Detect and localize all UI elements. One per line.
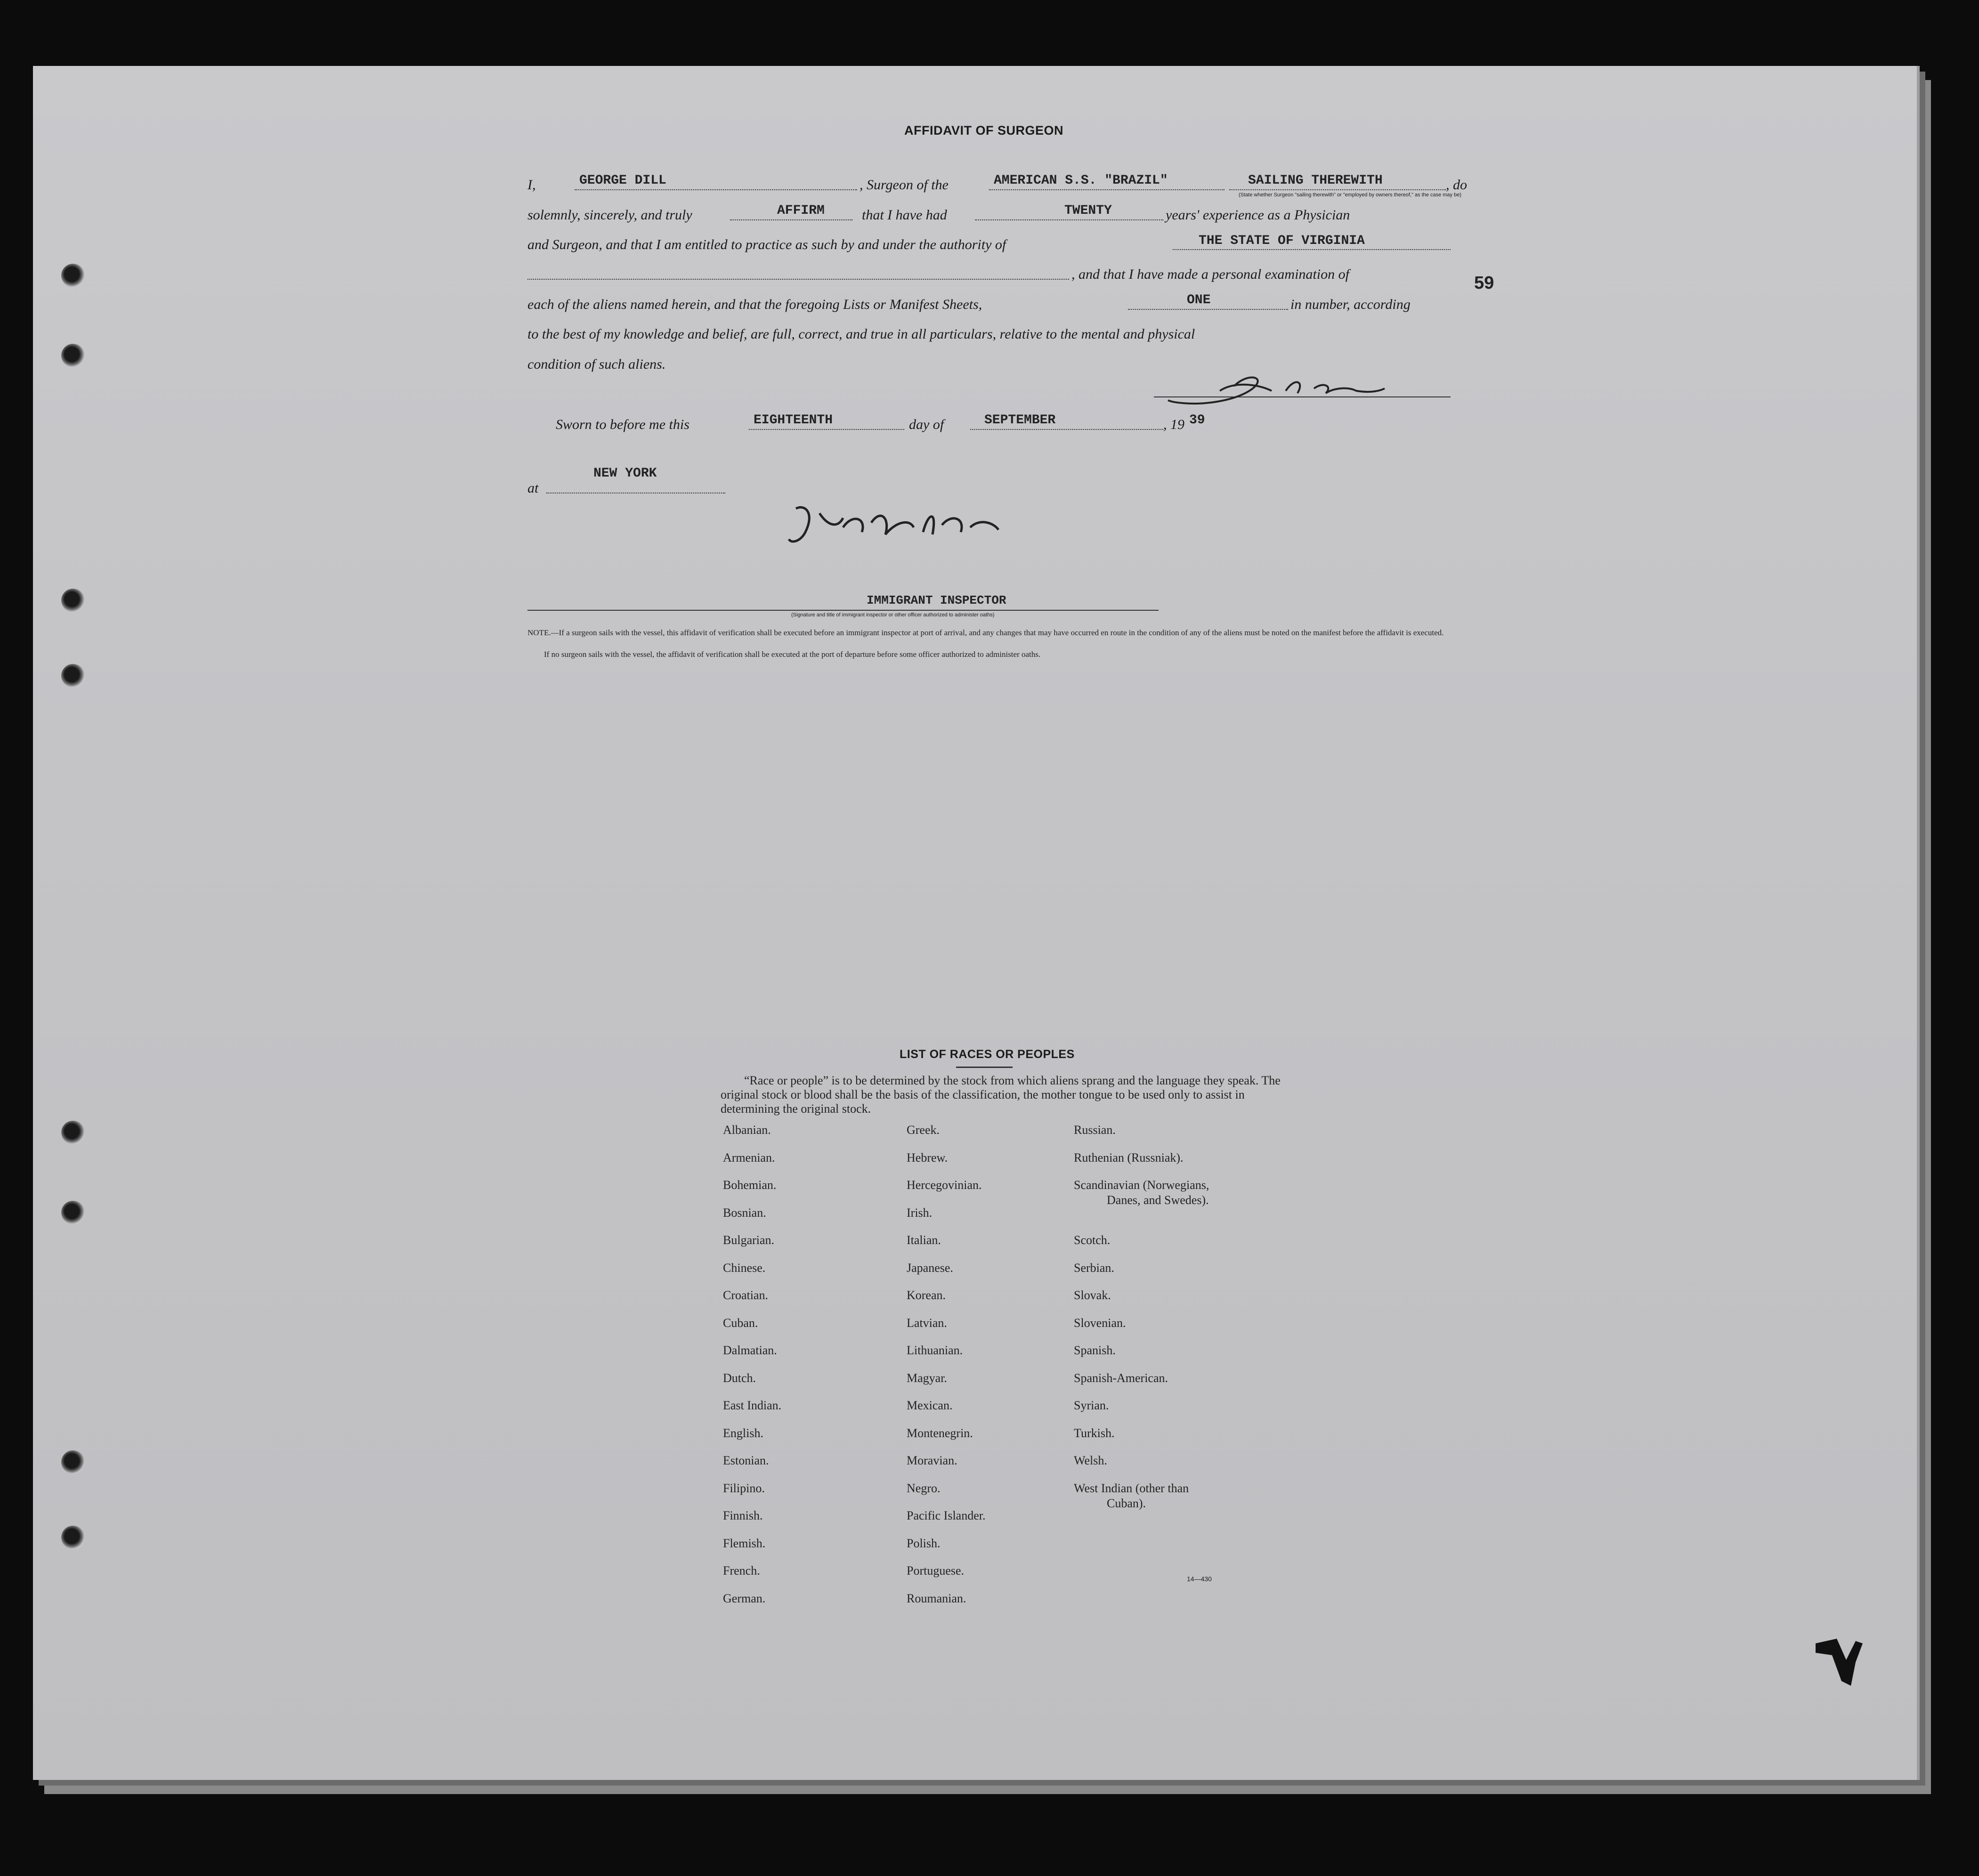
race-item: Cuban). bbox=[1107, 1496, 1146, 1510]
count-line bbox=[1128, 309, 1288, 310]
line2-suffix: years' experience as a Physician bbox=[1166, 207, 1350, 223]
sworn-place: NEW YORK bbox=[593, 466, 657, 481]
binder-hole bbox=[61, 1526, 85, 1549]
race-item: Hercegovinian. bbox=[907, 1178, 982, 1192]
line5-suffix: in number, according bbox=[1290, 297, 1411, 312]
line1-mid: , Surgeon of the bbox=[860, 177, 949, 193]
race-item: Italian. bbox=[907, 1233, 941, 1247]
binder-hole bbox=[61, 1201, 85, 1224]
race-item: Serbian. bbox=[1074, 1261, 1114, 1275]
race-item: French. bbox=[723, 1564, 760, 1577]
race-item: West Indian (other than bbox=[1074, 1481, 1189, 1495]
status-line bbox=[1229, 189, 1446, 190]
inspector-signature-line bbox=[527, 610, 1159, 611]
sworn-year-suffix: 39 bbox=[1189, 413, 1205, 428]
oath-line bbox=[730, 219, 852, 220]
line1-prefix: I, bbox=[527, 177, 536, 193]
race-item: Estonian. bbox=[723, 1454, 769, 1467]
month-line bbox=[970, 429, 1163, 430]
race-item: Bohemian. bbox=[723, 1178, 777, 1192]
race-item: Mexican. bbox=[907, 1399, 953, 1412]
races-title: LIST OF RACES OR PEOPLES bbox=[900, 1048, 1075, 1061]
race-item: Hebrew. bbox=[907, 1150, 948, 1164]
race-item: Syrian. bbox=[1074, 1399, 1109, 1412]
inspector-signature bbox=[787, 499, 1031, 551]
line7-text: condition of such aliens. bbox=[527, 356, 666, 372]
race-item: Ruthenian (Russniak). bbox=[1074, 1150, 1184, 1164]
race-item: Latvian. bbox=[907, 1316, 947, 1330]
inspector-title: IMMIGRANT INSPECTOR bbox=[867, 593, 1006, 607]
race-item: Korean. bbox=[907, 1288, 946, 1302]
race-item: Armenian. bbox=[723, 1150, 775, 1164]
race-item: Albanian. bbox=[723, 1123, 771, 1137]
authority-continued-line bbox=[527, 279, 1069, 280]
race-item: East Indian. bbox=[723, 1399, 782, 1412]
race-item: Irish. bbox=[907, 1205, 933, 1220]
authority: THE STATE OF VIRGINIA bbox=[1199, 234, 1365, 248]
race-item: Russian. bbox=[1074, 1123, 1116, 1137]
race-item: Scandinavian (Norwegians, bbox=[1074, 1178, 1209, 1192]
sworn-day: EIGHTEENTH bbox=[754, 413, 833, 428]
manifest-page bbox=[33, 66, 1920, 1780]
sworn-prefix: Sworn to before me this bbox=[556, 417, 689, 432]
line6-text: to the best of my knowledge and belief, are full, correct, and true in all particulars, relative to the mental and physical bbox=[527, 326, 1195, 342]
race-item: Negro. bbox=[907, 1481, 941, 1495]
binder-hole bbox=[61, 589, 85, 612]
race-item: Portuguese. bbox=[907, 1564, 965, 1577]
race-item: Danes, and Swedes). bbox=[1107, 1193, 1209, 1207]
race-item: English. bbox=[723, 1426, 763, 1440]
sworn-month: SEPTEMBER bbox=[984, 413, 1056, 428]
race-item: Bosnian. bbox=[723, 1205, 766, 1220]
binder-hole bbox=[61, 344, 85, 367]
race-item: Croatian. bbox=[723, 1288, 769, 1302]
race-item: Magyar. bbox=[907, 1371, 947, 1385]
race-item: Moravian. bbox=[907, 1454, 957, 1467]
race-item: Finnish. bbox=[723, 1509, 763, 1522]
race-item: Turkish. bbox=[1074, 1426, 1115, 1440]
race-item: Montenegrin. bbox=[907, 1426, 973, 1440]
sworn-year-prefix: , 19 bbox=[1163, 417, 1184, 432]
binder-hole bbox=[61, 664, 85, 687]
binder-hole bbox=[61, 264, 85, 287]
day-line bbox=[749, 429, 904, 430]
race-item: Flemish. bbox=[723, 1536, 766, 1550]
vessel-line bbox=[989, 189, 1225, 190]
race-item: Welsh. bbox=[1074, 1454, 1107, 1467]
race-item: Pacific Islander. bbox=[907, 1509, 986, 1522]
races-intro: “Race or people” is to be determined by the stock from which aliens sprang and the language they speak. The original stock or blood shall be the basis of the classification, the mother tongue to be used only to assist in determining the original stock. bbox=[721, 1074, 1281, 1116]
race-item: Filipino. bbox=[723, 1481, 765, 1495]
race-item: Cuban. bbox=[723, 1316, 758, 1330]
sheet-count: ONE bbox=[1187, 293, 1211, 307]
years-count: TWENTY bbox=[1064, 203, 1112, 218]
binder-hole bbox=[61, 1121, 85, 1144]
race-item: Dalmatian. bbox=[723, 1343, 777, 1357]
archival-corner-mark-icon bbox=[1813, 1634, 1865, 1690]
race-item: Spanish. bbox=[1074, 1343, 1116, 1357]
line4-text: , and that I have made a personal examination of bbox=[1071, 267, 1349, 282]
authority-line bbox=[1173, 249, 1451, 250]
years-line bbox=[975, 219, 1163, 220]
race-item: Scotch. bbox=[1074, 1233, 1111, 1247]
inspector-hint: (Signature and title of immigrant inspector or other officer authorized to administer oaths) bbox=[791, 612, 995, 618]
surgeon-signature bbox=[1163, 367, 1389, 410]
at-prefix: at bbox=[527, 480, 539, 496]
race-item: Dutch. bbox=[723, 1371, 756, 1385]
binder-hole bbox=[61, 1450, 85, 1474]
surgeon-status: SAILING THEREWITH bbox=[1248, 173, 1383, 188]
surgeon-name: GEORGE DILL bbox=[579, 173, 666, 188]
sworn-mid: day of bbox=[909, 417, 944, 432]
affidavit-note: NOTE.—If a surgeon sails with the vessel, this affidavit of verification shall be executed before an immigrant inspector at port of arrival, and any changes that may have occurred en route in the condition of any of the aliens must be noted on the manifest before the affidavit is executed. bbox=[527, 628, 1444, 637]
race-item: German. bbox=[723, 1591, 766, 1605]
affidavit-note-2: If no surgeon sails with the vessel, the affidavit of verification shall be executed at the port of departure before some officer authorized to administer oaths. bbox=[544, 650, 1041, 659]
line5-prefix: each of the aliens named herein, and that the foregoing Lists or Manifest Sheets, bbox=[527, 297, 982, 312]
form-number: 14—430 bbox=[1187, 1575, 1212, 1583]
races-title-rule bbox=[956, 1067, 1013, 1068]
status-hint: (State whether Surgeon "sailing therewith" or "employed by owners thereof," as the case may be) bbox=[1239, 192, 1461, 198]
surgeon-name-line bbox=[575, 189, 857, 190]
race-item: Japanese. bbox=[907, 1261, 953, 1275]
sheet-number: 59 bbox=[1474, 273, 1494, 293]
line2-prefix: solemnly, sincerely, and truly bbox=[527, 207, 692, 223]
line1-suffix: , do bbox=[1446, 177, 1467, 193]
race-item: Chinese. bbox=[723, 1261, 766, 1275]
race-item: Slovak. bbox=[1074, 1288, 1111, 1302]
race-item: Roumanian. bbox=[907, 1591, 966, 1605]
line2-mid: that I have had bbox=[862, 207, 947, 223]
race-item: Lithuanian. bbox=[907, 1343, 963, 1357]
vessel-name: AMERICAN S.S. "BRAZIL" bbox=[994, 173, 1168, 188]
line3-text: and Surgeon, and that I am entitled to practice as such by and under the authority of bbox=[527, 237, 1006, 252]
race-item: Bulgarian. bbox=[723, 1233, 775, 1247]
oath-word: AFFIRM bbox=[777, 203, 825, 218]
race-item: Polish. bbox=[907, 1536, 941, 1550]
race-item: Greek. bbox=[907, 1123, 940, 1137]
race-item: Slovenian. bbox=[1074, 1316, 1126, 1330]
race-item: Spanish-American. bbox=[1074, 1371, 1168, 1385]
affidavit-title: AFFIDAVIT OF SURGEON bbox=[904, 123, 1063, 137]
